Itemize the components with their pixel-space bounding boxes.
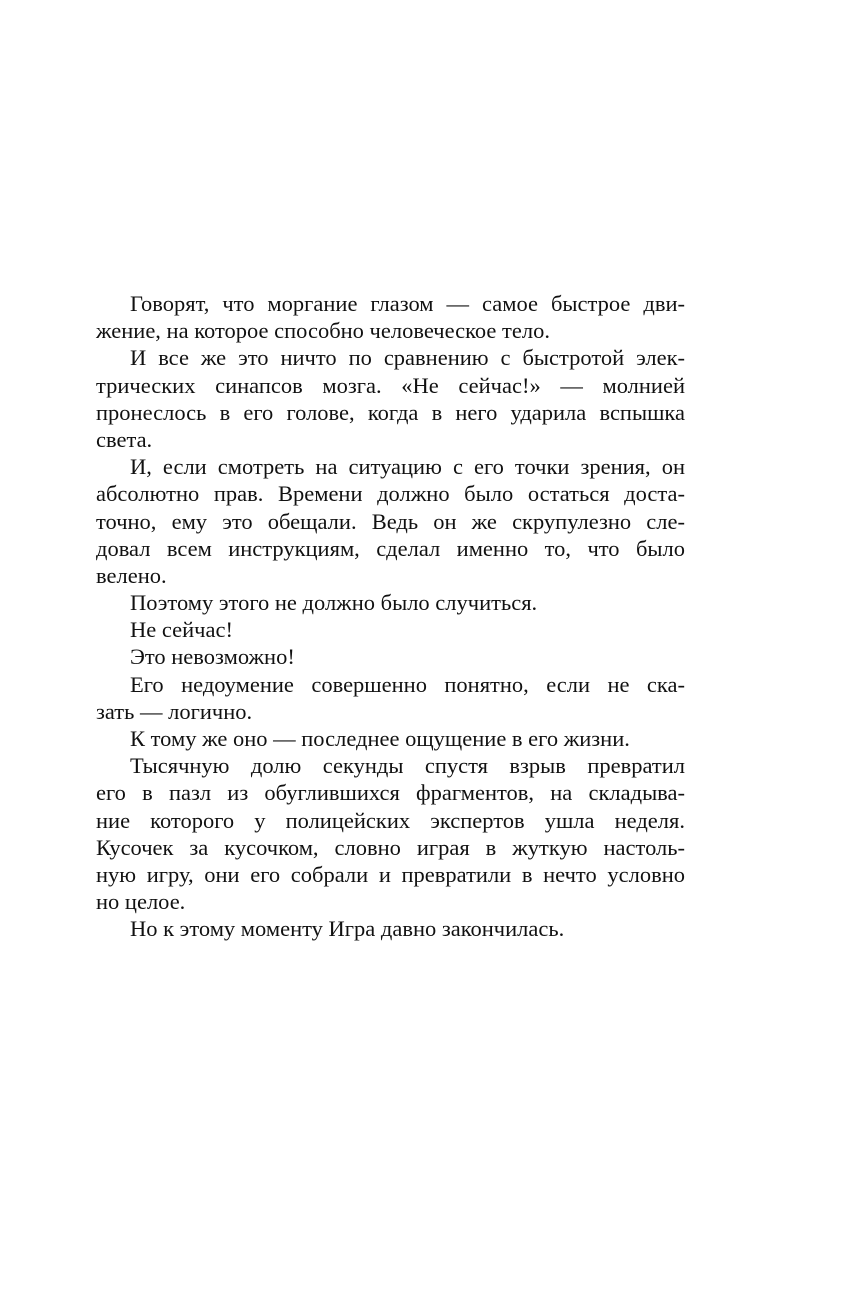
- text-line: Не сейчас!: [130, 617, 233, 643]
- text-line: жение, на которое способно человеческое тело.: [96, 318, 550, 344]
- text-line: довал всем инструкциям, сделал именно то, что было: [96, 535, 685, 561]
- text-line: но целое.: [96, 889, 186, 915]
- text-line: велено.: [96, 562, 167, 588]
- text-line: его в пазл из обуглившихся фрагментов, на складыва-: [96, 780, 685, 806]
- text-line: пронеслось в его голове, когда в него ударила вспышка: [96, 399, 685, 425]
- text-line: Но к этому моменту Игра давно закончилась.: [130, 916, 565, 942]
- text-line: ние которого у полицейских экспертов ушла неделя.: [96, 807, 685, 833]
- text-line: И все же это ничто по сравнению с быстротой элек-: [130, 345, 685, 371]
- body-text: [96, 290, 685, 943]
- text-line: Поэтому этого не должно было случиться.: [130, 590, 538, 616]
- text-line: света.: [96, 426, 153, 452]
- text-line: зать — логично.: [96, 698, 253, 724]
- text-line: Кусочек за кусочком, словно играя в жуткую настоль-: [96, 834, 685, 860]
- text-line: Говорят, что моргание глазом — самое быстрое дви-: [130, 291, 685, 316]
- text-line: трических синапсов мозга. «Не сейчас!» — молнией: [96, 372, 685, 398]
- text-line: абсолютно прав. Времени должно было остаться доста-: [96, 481, 685, 507]
- text-line: ную игру, они его собрали и превратили в нечто условно: [96, 861, 685, 887]
- text-line: И, если смотреть на ситуацию с его точки зрения, он: [130, 454, 685, 480]
- text-line: Это невозможно!: [130, 644, 295, 670]
- text-line: точно, ему это обещали. Ведь он же скрупулезно сле-: [96, 508, 685, 534]
- text-line: Тысячную долю секунды спустя взрыв превратил: [130, 753, 685, 779]
- text-line: К тому же оно — последнее ощущение в его жизни.: [130, 726, 630, 751]
- text-line: Его недоумение совершенно понятно, если не ска-: [130, 671, 685, 697]
